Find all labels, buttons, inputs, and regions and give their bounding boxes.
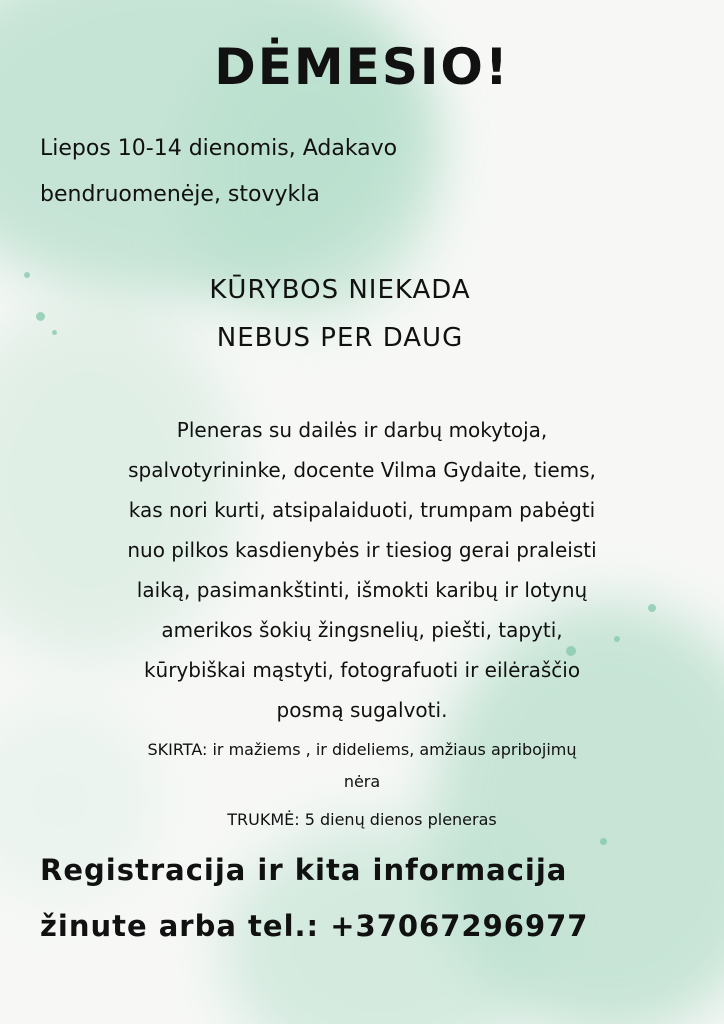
audience-line: nėra [343,772,381,791]
description-line: kas nori kurti, atsipalaiduoti, trumpam pabėgti [128,498,596,522]
contact-phone: žinute arba tel.: +37067296977 [40,909,589,943]
description-line: Pleneras su dailės ir darbų mokytoja, [176,418,548,442]
description-line: laiką, pasimankštinti, išmokti karibų ir lotynų [136,578,588,602]
description-line: nuo pilkos kasdienybės ir tiesiog gerai praleisti [127,538,597,562]
description-line: amerikos šokių žingsnelių, piešti, tapyti, [161,618,563,642]
registration-line: Registracija ir kita informacija [40,853,568,887]
audience-line: SKIRTA: ir mažiems , ir dideliems, amžiaus apribojimų [147,740,577,759]
duration-info: TRUKMĖ: 5 dienų dienos pleneras [227,810,497,829]
registration-info [40,842,700,954]
intro-line: Liepos 10-14 dienomis, Adakavo [40,136,398,161]
slogan-line: KŪRYBOS NIEKADA [209,275,471,305]
description [40,410,684,730]
description-line: kūrybiškai mąstyti, fotografuoti ir eilėraščio [143,658,581,682]
slogan [170,266,510,362]
description-line: posmą sugalvoti. [276,698,448,722]
audience-info [40,734,684,798]
intro-line: bendruomenėje, stovykla [40,182,320,207]
description-line: spalvotyrininke, docente Vilma Gydaite, tiems, [128,458,596,482]
poster-title: DĖMESIO! [214,38,510,96]
slogan-line: NEBUS PER DAUG [216,323,464,353]
intro-text [40,126,540,218]
